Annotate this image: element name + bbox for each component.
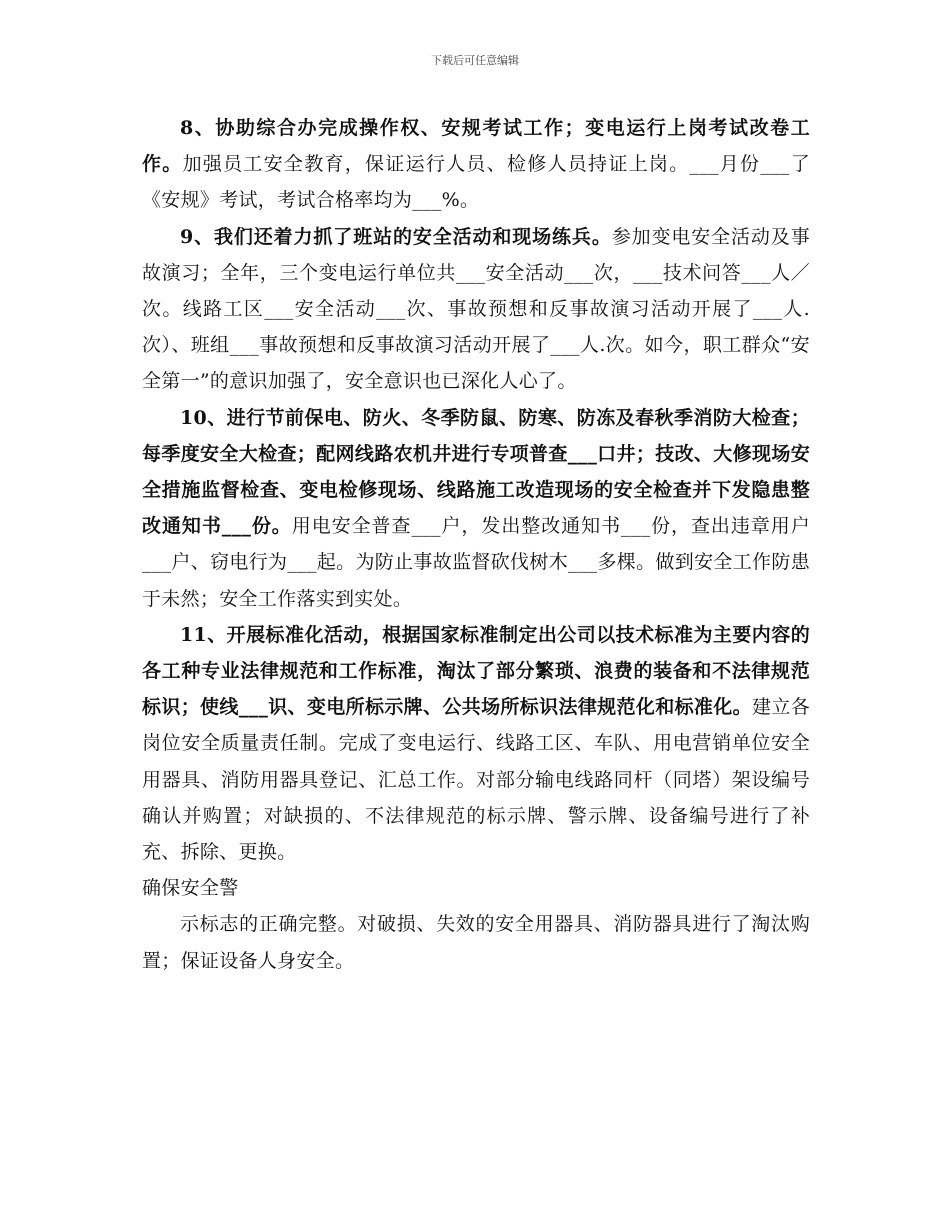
- paragraph-10-bold: 10、进行节前保电、防火、冬季防鼠、防寒、防冻及春秋季消防大检查；每季度安全大检查；配网线路农机井进行专项普查___口井；技改、大修现场安全措施监督检查、变电检修现场、线路施工改造现场的安全检查并下发隐患整改通知书___份。: [142, 406, 810, 538]
- paragraph-10: [142, 400, 810, 617]
- paragraph-closing-text: 示标志的正确完整。对破损、失效的安全用器具、消防器具进行了淘汰购置；保证设备人身安全。: [142, 913, 810, 972]
- paragraph-11-text: 建立各岗位安全质量责任制。完成了变电运行、线路工区、车队、用电营销单位安全用器具、消防用器具登记、汇总工作。对部分输电线路同杆（同塔）架设编号确认并购置；对缺损的、不法律规范的标示牌、警示牌、设备编号进行了补充、拆除、更换。: [142, 696, 811, 864]
- document-body: [142, 110, 810, 979]
- paragraph-11: [142, 617, 810, 870]
- paragraph-9: [142, 219, 810, 400]
- paragraph-8-text: 加强员工安全教育，保证运行人员、检修人员持证上岗。___月份___了《安规》考试，考试合格率均为___%。: [142, 153, 811, 212]
- paragraph-closing: [142, 906, 810, 978]
- paragraph-8: [142, 110, 810, 219]
- paragraph-9-bold: 9、我们还着力抓了班站的安全活动和现场练兵。: [180, 225, 612, 248]
- paragraph-9-text: 参加变电安全活动及事故演习；全年，三个变电运行单位共___安全活动___次，___技术问答___人／次。线路工区___安全活动___次、事故预想和反事故演习活动开展了___人.次）、班组___事故预想和反事故演习活动开展了___人.次。如今，职工群众“安全第一”的意识加强了，安全意识也已深化人心了。: [142, 225, 810, 393]
- paragraph-11-continuation-text: 确保安全警: [142, 877, 239, 900]
- paragraph-8-bold: 8、协助综合办完成操作权、安规考试工作；变电运行上岗考试改卷工作。: [142, 117, 810, 176]
- page-header: 下载后可任意编辑: [431, 54, 519, 67]
- paragraph-10-text: 用电安全普查___户，发出整改通知书___份，查出违章用户___户、窃电行为___起。为防止事故监督砍伐树木___多棵。做到安全工作防患于未然；安全工作落实到实处。: [142, 515, 811, 610]
- paragraph-11-bold: 11、开展标准化活动，根据国家标准制定出公司以技术标准为主要内容的各工种专业法律规范和工作标准，淘汰了部分繁琐、浪费的装备和不法律规范标识；使线___识、变电所标示牌、公共场所标识法律规范化和标准化。: [142, 623, 810, 719]
- paragraph-11-continuation: [142, 870, 810, 906]
